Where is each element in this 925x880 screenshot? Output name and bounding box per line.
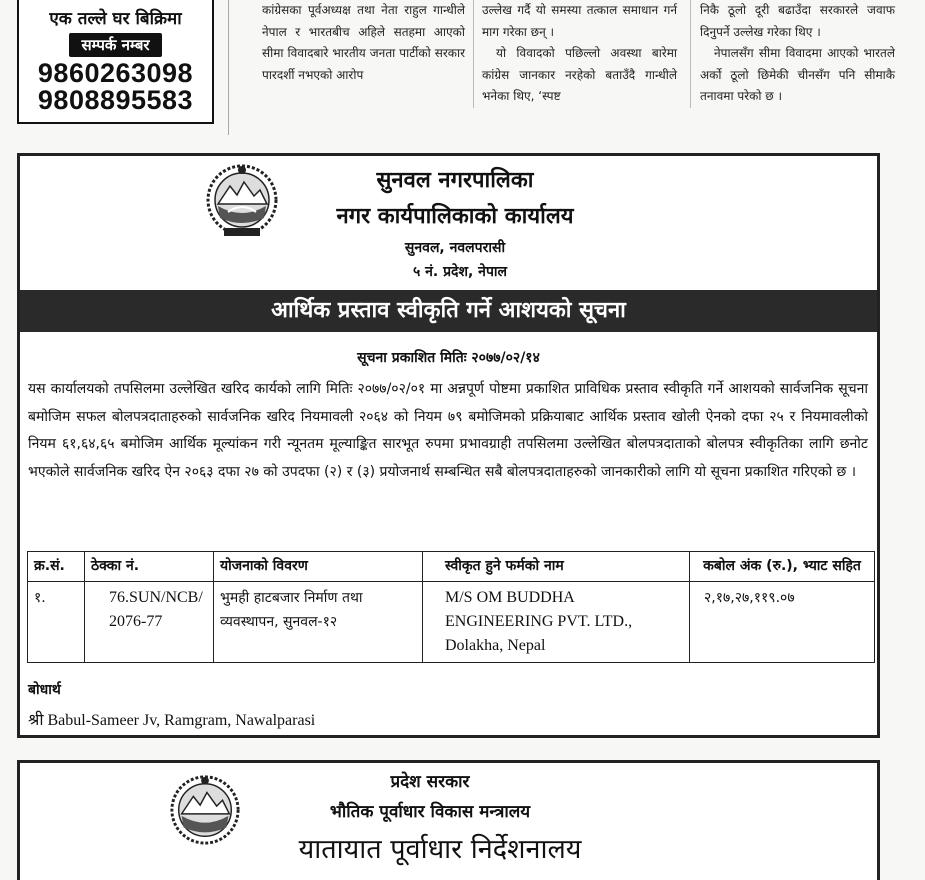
- cell-sn: १.: [28, 582, 85, 663]
- nepal-emblem-icon: [204, 162, 280, 238]
- news-paragraph: निकै ठूलो दूरी बढाउँदा सरकारले जवाफ दिनुपर्ने उल्लेख गरेका थिए ।: [700, 3, 895, 39]
- notice-heading-banner: आर्थिक प्रस्ताव स्वीकृति गर्ने आशयको सूचना: [20, 290, 877, 332]
- cell-amount: २,१७,२७,११९.०७: [690, 582, 875, 663]
- notice-body: यस कार्यालयको तपसिलमा उल्लेखित खरिद कार्यको लागि मितिः २०७७/०२/०१ मा अन्नपूर्ण पोष्टमा प्रकाशित प्राविधिक प्रस्ताव स्वीकृति गर्ने आशयको सार्वजनिक सूचना बमोजिम सफल बोलपत्रदाताहरुको सार्वजनिक खरिद नियमावली २०६४ को नियम ७९ बमोजिमको प्रक्रियाबाट आर्थिक प्रस्ताव खोली ऐनको दफा २५ र नियमावलीको नियम ६१,६४,६५ बमोजिम आर्थिक मूल्यांकन गरी न्यूनतम मूल्याङ्कित सारभूत रुपमा प्रभावग्राही तपसिलमा उल्लेखित बोलपत्रदाताको बोलपत्र स्वीकृतिका लागि छनोट भएकोले सार्वजनिक खरिद ऐन २०६३ दफा २७ को उपदफा (२) र (३) प्रयोजनार्थ सम्बन्धित सबै बोलपत्रदाताहरुको जानकारीको लागि यो सूचना प्रकाशित गरिएको छ ।: [28, 381, 868, 480]
- col-header-contract: ठेक्का नं.: [85, 552, 214, 582]
- firm-line: Dolakha, Nepal: [445, 637, 546, 654]
- cell-contract: 76.SUN/NCB/ 2076-77: [85, 582, 214, 663]
- news-column-3: [700, 0, 895, 108]
- classified-ad: [17, 0, 214, 124]
- column-divider: [690, 0, 691, 108]
- ministry-name: भौतिक पूर्वाधार विकास मन्त्रालय: [329, 802, 531, 822]
- cell-project: भुमही हाटबजार निर्माण तथा व्यवस्थापन, सुनवल-१२: [214, 582, 423, 663]
- notice-address: सुनवल, नवलपरासी: [404, 240, 506, 256]
- news-paragraph: नेपालसँग सीमा विवादमा आएको भारतले अर्को ठूलो छिमेकी चीनसँग पनि सीमाकै तनावमा परेको छ ।: [700, 46, 895, 103]
- nepal-emblem-icon: [168, 773, 242, 847]
- cc-recipient: श्री Babul-Sameer Jv, Ramgram, Nawalparasi: [28, 712, 316, 729]
- news-paragraph: यो विवादको पछिल्लो अवस्था बारेमा कांग्रेस जानकार नरहेको बताउँदै गान्धीले भनेका थिए, ‘स्पष्ट: [482, 46, 677, 103]
- table-header-row: [28, 552, 875, 582]
- cc-label: बोधार्थ: [28, 682, 61, 698]
- table-row: [28, 582, 875, 663]
- col-header-amount: कबोल अंक (रु.), भ्याट सहित: [690, 552, 875, 582]
- news-paragraph: उल्लेख गर्दै यो समस्या तत्काल समाधान गर्न माग गरेका छन् ।: [482, 3, 677, 39]
- directorate-name: यातायात पूर्वाधार निर्देशनालय: [298, 834, 582, 865]
- news-column-2: [482, 0, 677, 108]
- news-column-1: [262, 0, 465, 86]
- firm-line: M/S OM BUDDHA: [445, 589, 575, 606]
- ad-title: एक तल्ले घर बिक्रिमा: [49, 9, 182, 29]
- ad-phone-1: 9860263098: [37, 58, 194, 88]
- provincial-notice: [17, 760, 880, 880]
- col-header-project: योजनाको विवरण: [214, 552, 423, 582]
- notice-office-name: नगर कार्यपालिकाको कार्यालय: [336, 204, 574, 229]
- col-header-sn: क्र.सं.: [28, 552, 85, 582]
- municipality-notice: [17, 153, 880, 738]
- divider: [228, 0, 229, 135]
- cell-firm: [423, 582, 690, 663]
- notice-province: ५ नं. प्रदेश, नेपाल: [412, 264, 508, 280]
- ad-contact-label: सम्पर्क नम्बर: [69, 33, 161, 57]
- col-header-firm: स्वीकृत हुने फर्मको नाम: [423, 552, 690, 582]
- publish-date: सूचना प्रकाशित मितिः २०७७/०२/१४: [357, 350, 540, 366]
- firm-line: ENGINEERING PVT. LTD.,: [445, 613, 633, 630]
- news-paragraph: कांग्रेसका पूर्वअध्यक्ष तथा नेता राहुल गान्धीले नेपाल र भारतबीच अहिले सतहमा आएको सीमा विवादबारे भारतीय जनता पार्टीको सरकार पारदर्शी नभएको आरोप: [262, 3, 465, 82]
- contract-table: [27, 551, 875, 663]
- provincial-govt: प्रदेश सरकार: [390, 772, 470, 792]
- ad-phone-2: 9808895583: [37, 85, 194, 115]
- notice-org-name: सुनवल नगरपालिका: [376, 168, 534, 193]
- column-divider: [473, 0, 474, 108]
